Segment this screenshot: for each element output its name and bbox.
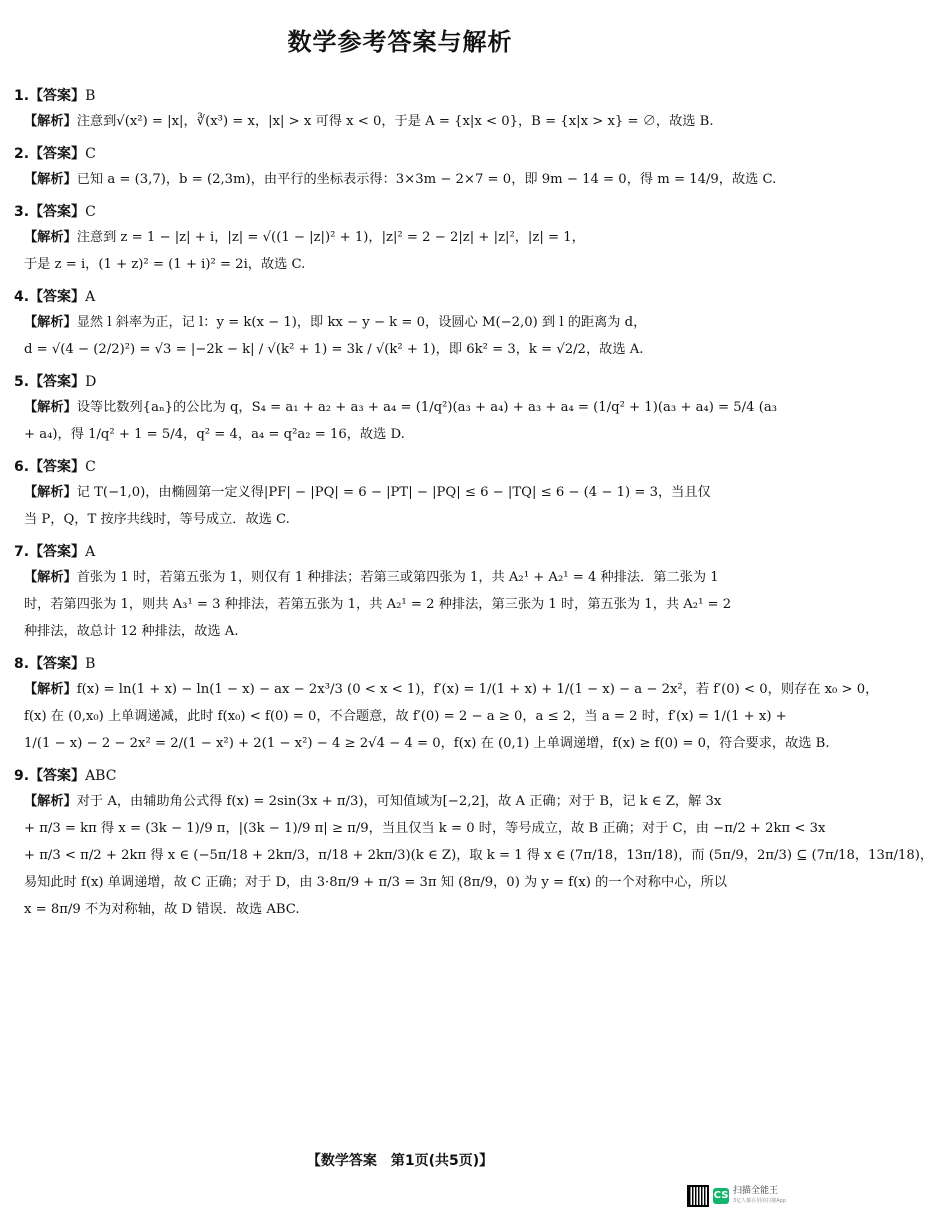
answer-header xyxy=(14,455,786,479)
analysis-block xyxy=(14,309,786,363)
answer-item xyxy=(14,84,786,135)
analysis-label: 【解析】 xyxy=(24,230,77,245)
analysis-text: 当 P，Q，T 按序共线时，等号成立．故选 C. xyxy=(24,512,290,527)
question-number: 4. xyxy=(14,289,30,305)
analysis-label: 【解析】 xyxy=(24,114,77,129)
analysis-block xyxy=(14,479,786,533)
answer-header xyxy=(14,540,786,564)
answer-label: 【答案】 xyxy=(29,544,86,560)
analysis-line xyxy=(24,703,786,730)
analysis-line xyxy=(24,506,786,533)
answer-value: C xyxy=(85,459,96,475)
analysis-text: 设等比数列{aₙ}的公比为 q，S₄ = a₁ + a₂ + a₃ + a₄ = (1/q²)(a₃ + a₄) + a₃ + a₄ = (1/q² + 1)(a₃ + a₄) = 5/4 (a₃ xyxy=(76,400,778,415)
analysis-block xyxy=(14,676,879,757)
answer-label: 【答案】 xyxy=(29,289,86,305)
page-footer: 【数学答案 第1页(共5页)】 xyxy=(306,1153,494,1169)
watermark-subtitle: 3亿人都在用的扫描App xyxy=(733,1198,786,1204)
answer-header xyxy=(14,84,786,108)
answer-item xyxy=(14,370,786,448)
answer-header xyxy=(14,142,786,166)
analysis-text: 注意到 z = 1 − |z| + i，|z| = √((1 − |z|)² + 1)，|z|² = 2 − 2|z| + |z|²，|z| = 1， xyxy=(76,230,585,245)
analysis-line xyxy=(24,166,786,193)
answer-header xyxy=(14,285,786,309)
answer-header xyxy=(14,652,786,676)
answer-label: 【答案】 xyxy=(29,768,86,784)
scanner-logo-icon: CS xyxy=(713,1188,729,1204)
analysis-block xyxy=(14,166,786,193)
question-number: 8. xyxy=(14,656,30,672)
answer-value: C xyxy=(85,146,96,162)
analysis-line xyxy=(24,336,786,363)
answer-value: A xyxy=(85,544,96,560)
answer-label: 【答案】 xyxy=(29,374,86,390)
analysis-text: 首张为 1 时，若第五张为 1，则仅有 1 种排法；若第三或第四张为 1，共 A₂¹ + A₂¹ = 4 种排法．第二张为 1 xyxy=(76,570,719,585)
answer-item xyxy=(14,455,786,533)
analysis-line xyxy=(24,251,786,278)
analysis-text: 注意到√(x²) = |x|，∛(x³) = x，|x| > x 可得 x < 0，于是 A = {x|x < 0}，B = {x|x > x} = ∅，故选 B. xyxy=(76,114,714,129)
analysis-text: 记 T(−1,0)，由椭圆第一定义得|PF| − |PQ| = 6 − |PT| − |PQ| ≤ 6 − |TQ| ≤ 6 − (4 − 1) = 3，当且仅 xyxy=(76,485,711,500)
analysis-line xyxy=(24,421,786,448)
analysis-text: 显然 l 斜率为正，记 l：y = k(x − 1)，即 kx − y − k = 0，设圆心 M(−2,0) 到 l 的距离为 d， xyxy=(76,315,647,330)
answer-header xyxy=(14,200,786,224)
analysis-label: 【解析】 xyxy=(24,400,77,415)
scanner-watermark xyxy=(687,1185,786,1207)
answer-list xyxy=(14,84,933,930)
analysis-block xyxy=(14,108,786,135)
analysis-text: d = √(4 − (2/2)²) = √3 = |−2k − k| / √(k² + 1) = 3k / √(k² + 1)，即 6k² = 3，k = √2/2，故选 A. xyxy=(24,342,644,357)
analysis-line xyxy=(24,842,933,869)
analysis-block xyxy=(14,224,786,278)
analysis-text: + π/3 = kπ 得 x = (3k − 1)/9 π，|(3k − 1)/9 π| ≥ π/9，当且仅当 k = 0 时，等号成立，故 B 正确；对于 C，由 −π/2 + 2kπ < 3x xyxy=(24,821,826,836)
answer-label: 【答案】 xyxy=(29,459,86,475)
analysis-label: 【解析】 xyxy=(24,794,77,809)
answer-header xyxy=(14,370,786,394)
analysis-label: 【解析】 xyxy=(24,485,77,500)
analysis-line xyxy=(24,479,786,506)
answer-value: B xyxy=(85,88,96,104)
analysis-line xyxy=(24,591,786,618)
answer-label: 【答案】 xyxy=(29,88,86,104)
analysis-label: 【解析】 xyxy=(24,682,77,697)
analysis-line xyxy=(24,618,786,645)
analysis-text: + a₄)，得 1/q² + 1 = 5/4，q² = 4，a₄ = q²a₂ = 16，故选 D. xyxy=(24,427,405,442)
question-number: 5. xyxy=(14,374,30,390)
analysis-label: 【解析】 xyxy=(24,315,77,330)
analysis-block xyxy=(14,564,786,645)
analysis-line xyxy=(24,730,830,757)
analysis-line xyxy=(24,815,826,842)
analysis-line xyxy=(24,676,879,703)
answer-item xyxy=(14,200,786,278)
answer-item xyxy=(14,652,879,757)
analysis-line xyxy=(24,108,786,135)
analysis-text: x = 8π/9 不为对称轴，故 D 错误．故选 ABC. xyxy=(24,902,300,917)
analysis-text: f(x) = ln(1 + x) − ln(1 − x) − ax − 2x³/3 (0 < x < 1)，f′(x) = 1/(1 + x) + 1/(1 − x) − a − 2x²，若 f′(0) < 0，则存在 x₀ > 0， xyxy=(76,682,879,697)
question-number: 1. xyxy=(14,88,30,104)
answer-label: 【答案】 xyxy=(29,204,86,220)
answer-value: A xyxy=(85,289,96,305)
answer-item xyxy=(14,764,933,923)
analysis-line xyxy=(24,869,786,896)
analysis-text: 时，若第四张为 1，则共 A₃¹ = 3 种排法，若第五张为 1，共 A₂¹ = 2 种排法，第三张为 1 时，第五张为 1，共 A₂¹ = 2 xyxy=(24,597,732,612)
analysis-line xyxy=(24,896,786,923)
answer-value: D xyxy=(85,374,97,390)
analysis-block xyxy=(14,394,786,448)
analysis-line xyxy=(24,564,786,591)
analysis-block xyxy=(14,788,933,923)
analysis-text: 种排法，故总计 12 种排法，故选 A. xyxy=(24,624,239,639)
question-number: 7. xyxy=(14,544,30,560)
answer-label: 【答案】 xyxy=(29,146,86,162)
analysis-text: 易知此时 f(x) 单调递增，故 C 正确；对于 D，由 3·8π/9 + π/3 = 3π 知 (8π/9，0) 为 y = f(x) 的一个对称中心，所以 xyxy=(24,875,727,890)
answer-item xyxy=(14,540,786,645)
analysis-text: 已知 a = (3,7)，b = (2,3m)，由平行的坐标表示得：3×3m − 2×7 = 0，即 9m − 14 = 0，得 m = 14/9，故选 C. xyxy=(76,172,777,187)
page-title: 数学参考答案与解析 xyxy=(287,28,513,56)
question-number: 9. xyxy=(14,768,30,784)
analysis-text: 于是 z = i，(1 + z)² = (1 + i)² = 2i，故选 C. xyxy=(24,257,306,272)
analysis-line xyxy=(24,394,786,421)
analysis-text: + π/3 < π/2 + 2kπ 得 x ∈ (−5π/18 + 2kπ/3，π/18 + 2kπ/3)(k ∈ Z)，取 k = 1 得 x ∈ (7π/18，13π/18)，而 (5π/9，2π/3) ⊆ (7π/18，13π/18)， xyxy=(24,848,933,863)
qr-code-icon xyxy=(687,1185,709,1207)
analysis-text: 1/(1 − x) − 2 − 2x² = 2/(1 − x²) + 2(1 − x²) − 4 ≥ 2√4 − 4 = 0，f(x) 在 (0,1) 上单调递增，f(x) ≥ f(0) = 0，符合要求，故选 B. xyxy=(24,736,830,751)
answer-value: B xyxy=(85,656,96,672)
answer-label: 【答案】 xyxy=(29,656,86,672)
answer-value: ABC xyxy=(85,768,117,784)
watermark-app-name: 扫描全能王 xyxy=(733,1186,779,1196)
question-number: 2. xyxy=(14,146,30,162)
analysis-line xyxy=(24,224,786,251)
question-number: 6. xyxy=(14,459,30,475)
analysis-line xyxy=(24,309,786,336)
answer-header xyxy=(14,764,786,788)
answer-item xyxy=(14,142,786,193)
analysis-text: f(x) 在 (0,x₀) 上单调递减，此时 f(x₀) < f(0) = 0，不合题意，故 f′(0) = 2 − a ≥ 0，a ≤ 2，当 a = 2 时，f′(x) = 1/(1 + x) + xyxy=(24,709,787,724)
question-number: 3. xyxy=(14,204,30,220)
analysis-line xyxy=(24,788,786,815)
answer-value: C xyxy=(85,204,96,220)
analysis-label: 【解析】 xyxy=(24,570,77,585)
answer-item xyxy=(14,285,786,363)
analysis-label: 【解析】 xyxy=(24,172,77,187)
analysis-text: 对于 A，由辅助角公式得 f(x) = 2sin(3x + π/3)，可知值域为[−2,2]，故 A 正确；对于 B，记 k ∈ Z，解 3x xyxy=(76,794,722,809)
